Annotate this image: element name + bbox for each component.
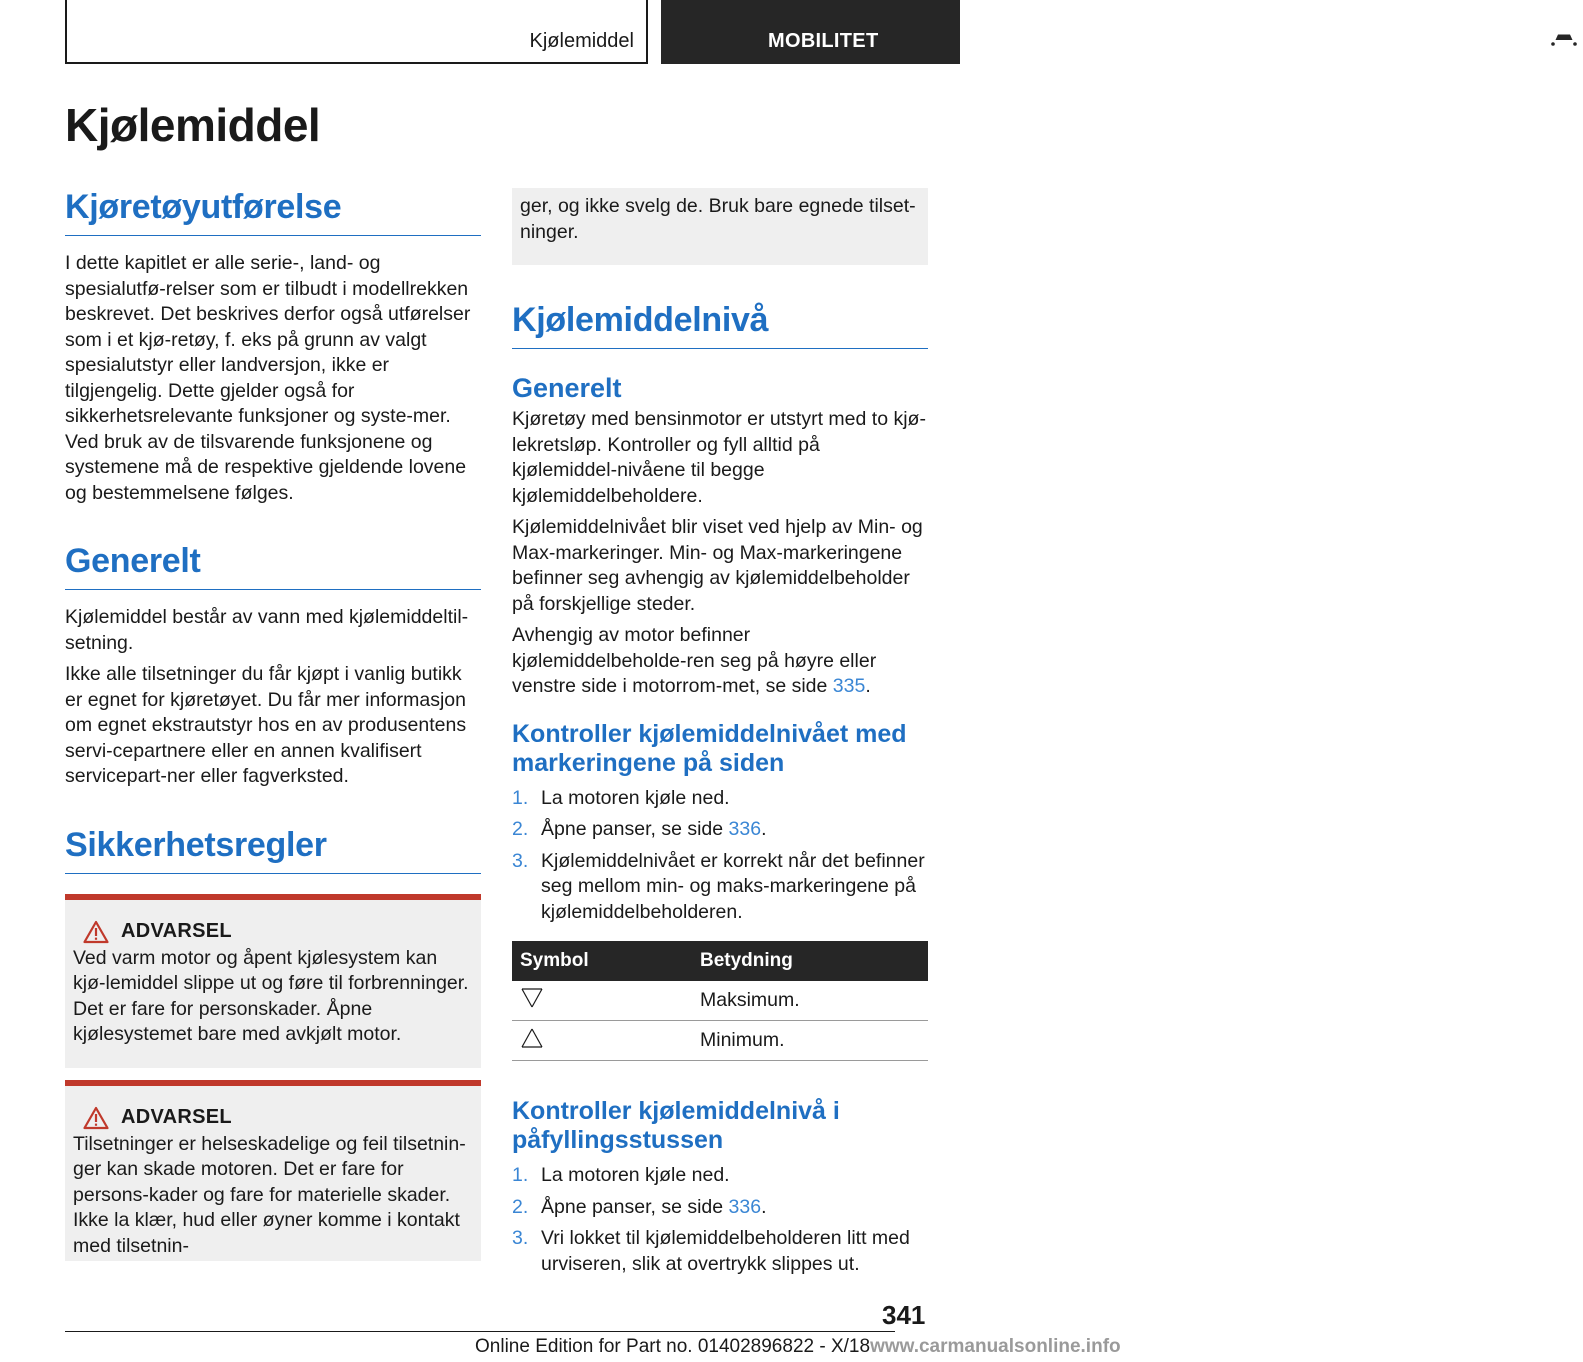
vehicle-heading: Kjøretøyutførelse <box>65 188 481 236</box>
check-filler-heading: Kontroller kjølemiddelnivå i påfyllingsstussen <box>512 1097 840 1154</box>
step-item <box>512 1226 928 1277</box>
general-p1: Kjølemiddel består av vann med kjølemiddeltil-setning. <box>65 606 469 654</box>
footer-divider <box>65 1331 895 1332</box>
symbol-table <box>512 941 928 1061</box>
header-section-box <box>65 0 648 64</box>
step-item <box>512 1163 928 1189</box>
table-cell-symbol <box>512 1021 692 1061</box>
general-p2: Ikke alle tilsetninger du får kjøpt i vanlig butikk er egnet for kjøretøyet. Du får mer informasjon om egnet ekstrautstyr hos en av produsentens servi-cepartnere eller en annen kvalifisert servicepart-ner eller fagverksted. <box>65 663 467 787</box>
step-number: 2. <box>512 818 529 840</box>
step-text <box>541 1163 730 1189</box>
warning-text-2: Tilsetninger er helseskadelige og feil tilsetnin-ger kan skade motoren. Det er fare for persons-kader og fare for materielle skader. Ikke la klær, hud eller øyner komme i kontakt med tilsetnin- <box>73 1132 466 1257</box>
level-p3-text: Avhengig av motor befinner kjølemiddelbeholde-ren seg på høyre eller venstre side i motorrom-met, se side <box>512 624 877 697</box>
step-item <box>512 786 928 812</box>
safety-heading: Sikkerhetsregler <box>65 826 481 874</box>
level-general-subheading: Generelt <box>512 373 622 403</box>
steps-list-side <box>512 786 928 926</box>
step-text <box>541 1226 928 1277</box>
header-chapter-title: MOBILITET <box>768 30 879 52</box>
level-p2: Kjølemiddelnivået blir viset ved hjelp av Min- og Max-markeringer. Min- og Max-markeringene befinner seg avhengig av kjølemiddelbeholder på forskjellige steder. <box>512 516 923 615</box>
table-cell-symbol <box>512 981 692 1021</box>
vehicle-text: I dette kapitlet er alle serie-, land- og spesialutfø-relser som er tilbudt i modellrekken beskrevet. Det beskrives derfor også utførelser som i et kjø-retøy, f. eks på grunn av valgt spesialutstyr eller landversjon, ikke er tilgjengelig. Dette gjelder også for sikkerhetsrelevante funksjoner og syste-mer. Ved bruk av de tilsvarende funksjonene og systemene må de respektive gjeldende lovene og bestemmelsene følges. <box>65 252 471 504</box>
step-text-end: . <box>761 1195 767 1218</box>
warning-triangle-icon <box>83 920 109 944</box>
step-text <box>541 786 730 812</box>
table-header-meaning: Betydning <box>692 941 928 981</box>
warning-box-1 <box>65 894 481 1068</box>
step-text <box>541 817 767 843</box>
header-section-title: Kjølemiddel <box>529 30 634 52</box>
header-chapter-box <box>661 0 960 64</box>
warning-box-2 <box>65 1080 481 1262</box>
table-row <box>512 981 928 1021</box>
table-header-symbol: Symbol <box>512 941 692 981</box>
step-item <box>512 1195 928 1221</box>
level-p3-end: . <box>865 675 871 697</box>
page-number: 341 <box>882 1300 926 1330</box>
footer-edition: Online Edition for Part no. 01402896822 - X/18 <box>475 1336 871 1357</box>
warning-text-1: Ved varm motor og åpent kjølesystem kan kjø-lemiddel slippe ut og føre til forbrenninger. Det er fare for personskader. Åpne kjølesystemet bare med avkjølt motor. <box>73 946 469 1045</box>
step-number: 2. <box>512 1195 529 1218</box>
step-item <box>512 817 928 843</box>
page-link-335[interactable]: 335 <box>832 675 866 697</box>
steps-list-filler <box>512 1163 928 1277</box>
table-cell-meaning: Minimum. <box>692 1021 928 1061</box>
car-icon <box>1545 30 1583 52</box>
general-heading: Generelt <box>65 542 481 590</box>
level-p1: Kjøretøy med bensinmotor er utstyrt med to kjø-lekretsløp. Kontroller og fyll alltid på kjølemiddel-nivåene til begge kjølemiddelbeholdere. <box>512 408 926 507</box>
footer <box>475 1336 1121 1358</box>
check-side-heading: Kontroller kjølemiddelnivået med markeringene på siden <box>512 719 907 777</box>
step-item <box>512 849 928 926</box>
page-title: Kjølemiddel <box>65 99 321 151</box>
warning-text-2-cont: ger, og ikke svelg de. Bruk bare egnede tilset-ninger. <box>520 195 916 243</box>
warning-triangle-icon <box>83 1106 109 1130</box>
page-link[interactable]: 336 <box>728 1195 762 1218</box>
step-text-end: . <box>761 818 767 840</box>
step-number: 1. <box>512 1164 529 1186</box>
footer-watermark: www.carmanualsonline.info <box>870 1336 1121 1357</box>
level-p3 <box>512 623 928 700</box>
max-mark-icon <box>520 987 544 1009</box>
step-text <box>541 1195 767 1221</box>
step-text-main: La motoren kjøle ned. <box>541 786 730 809</box>
step-text-main: Vri lokket til kjølemiddelbeholderen litt med urviseren, slik at overtrykk slippes ut. <box>541 1227 910 1275</box>
min-mark-icon <box>520 1027 544 1049</box>
left-column <box>65 188 481 1261</box>
warning-label-1: ADVARSEL <box>121 920 232 942</box>
table-row <box>512 1021 928 1061</box>
warning-box-2-continued <box>512 188 928 265</box>
step-text-main: La motoren kjøle ned. <box>541 1164 730 1186</box>
step-text <box>541 849 928 926</box>
step-number: 3. <box>512 849 529 872</box>
warning-label-2: ADVARSEL <box>121 1106 232 1128</box>
step-text-main: Kjølemiddelnivået er korrekt når det befinner seg mellom min- og maks-markeringene på kjølemiddelbeholderen. <box>541 849 925 923</box>
step-number: 1. <box>512 786 529 809</box>
step-text-main: Åpne panser, se side <box>541 818 729 840</box>
step-text-main: Åpne panser, se side <box>541 1195 729 1218</box>
right-column <box>512 188 928 1283</box>
level-heading: Kjølemiddelnivå <box>512 301 928 349</box>
step-number: 3. <box>512 1227 529 1249</box>
page-link[interactable]: 336 <box>728 818 762 840</box>
table-cell-meaning: Maksimum. <box>692 981 928 1021</box>
